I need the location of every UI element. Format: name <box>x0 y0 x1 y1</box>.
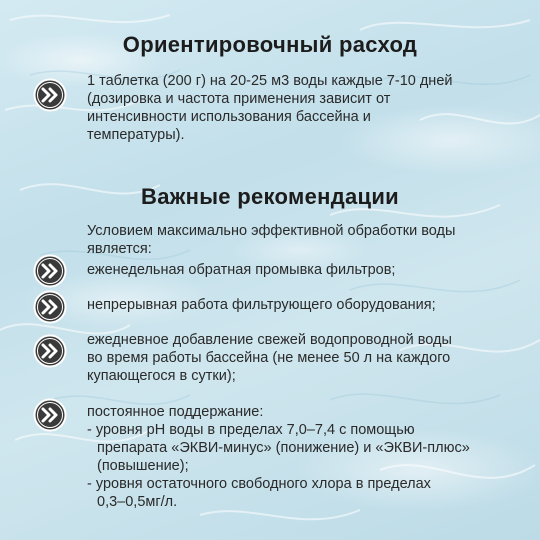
recommendations-intro <box>87 222 455 258</box>
recommendation-item-2: непрерывная работа фильтрующего оборудования; <box>87 297 436 313</box>
consumption-text <box>87 72 452 144</box>
recommendation-item-3-line-1: ежедневное добавление свежей водопроводной воды <box>87 332 452 348</box>
consumption-line-3: интенсивности использования бассейна и <box>87 109 371 125</box>
consumption-title: Ориентировочный расход <box>122 32 418 57</box>
double-chevron-right-icon <box>33 78 67 112</box>
chlorine-level-line-1: - уровня остаточного свободного хлора в пределах <box>87 476 431 492</box>
double-chevron-right-icon <box>33 254 67 288</box>
recommendation-item-1: еженедельная обратная промывка фильтров; <box>87 262 396 278</box>
double-chevron-right-icon <box>33 334 67 368</box>
recommendation-item-3-line-3: купающегося в сутки); <box>87 368 236 384</box>
consumption-line-4: температуры). <box>87 127 185 143</box>
double-chevron-right-icon <box>33 290 67 324</box>
recommendations-title: Важные рекомендации <box>141 184 399 209</box>
double-chevron-right-icon <box>33 398 67 432</box>
ph-level-line-3: (повышение); <box>97 458 189 474</box>
recommendation-item-3 <box>87 331 452 385</box>
ph-level-line-2: препарата «ЭКВИ-минус» (понижение) и «ЭКВИ-плюс» <box>97 440 470 456</box>
consumption-line-2: (дозировка и частота применения зависит от <box>87 91 391 107</box>
recommendations-intro-line-2: является: <box>87 241 152 257</box>
recommendations-intro-line-1: Условием максимально эффективной обработки воды <box>87 223 456 239</box>
recommendation-item-4-line-1: постоянное поддержание: <box>87 404 264 420</box>
recommendation-item-4 <box>87 403 470 511</box>
ph-level-line-1: - уровня pH воды в пределах 7,0–7,4 с помощью <box>87 422 415 438</box>
consumption-line-1: 1 таблетка (200 г) на 20-25 м3 воды каждые 7-10 дней <box>87 73 453 89</box>
chlorine-level-line-2: 0,3–0,5мг/л. <box>97 494 178 510</box>
recommendation-item-3-line-2: во время работы бассейна (не менее 50 л на каждого <box>87 350 451 366</box>
